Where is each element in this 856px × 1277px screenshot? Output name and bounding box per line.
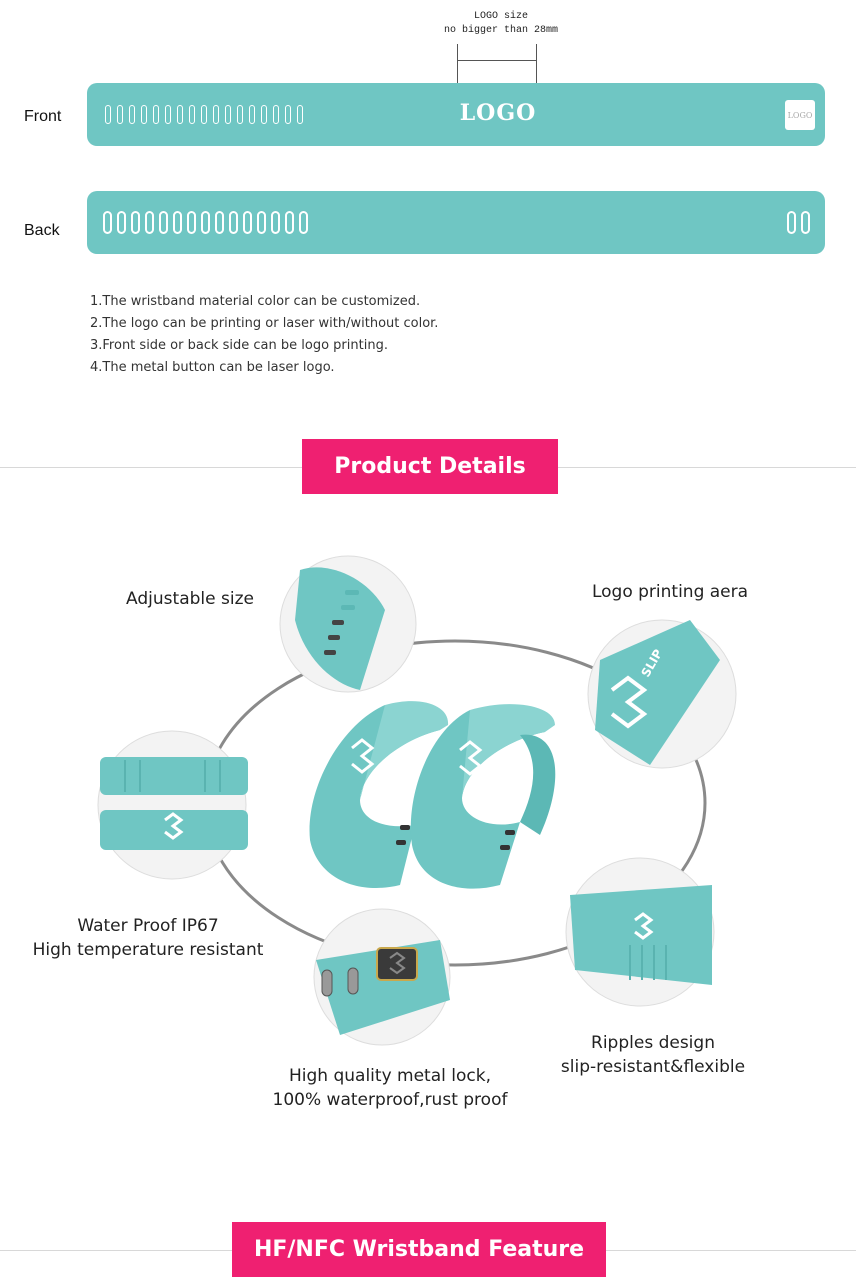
adjust-hole: [117, 105, 123, 124]
wristband-pair-icon: [310, 701, 556, 889]
band-slot: [159, 211, 168, 234]
adjust-hole: [177, 105, 183, 124]
front-label: Front: [24, 108, 62, 125]
adjust-hole: [213, 105, 219, 124]
logo-printing-bubble: [588, 620, 736, 768]
feature-metal-lock: [252, 1064, 528, 1112]
note-item: 4.The metal button can be laser logo.: [90, 360, 335, 375]
adjust-hole: [165, 105, 171, 124]
front-band-logo: LOGO: [459, 100, 537, 126]
band-slot: [103, 211, 112, 234]
hf-nfc-feature-heading: HF/NFC Wristband Feature: [232, 1222, 606, 1277]
logo-size-note-line2: no bigger than 28mm: [443, 25, 559, 36]
band-slot: [271, 211, 280, 234]
note-item: 3.Front side or back side can be logo printing.: [90, 338, 388, 353]
band-pin: [801, 211, 810, 234]
adjustable-size-bubble: [280, 556, 416, 692]
adjust-hole: [201, 105, 207, 124]
back-band: [87, 191, 825, 254]
feature-adjustable-size: Adjustable size: [126, 589, 254, 609]
logo-size-note: [440, 10, 562, 38]
band-slot: [145, 211, 154, 234]
note-item: 2.The logo can be printing or laser with/without color.: [90, 316, 439, 331]
note-item: 1.The wristband material color can be customized.: [90, 294, 421, 309]
band-slot: [117, 211, 126, 234]
adjust-hole: [237, 105, 243, 124]
back-label: Back: [24, 222, 60, 239]
adjust-hole: [141, 105, 147, 124]
front-band-adjust-holes: [105, 105, 303, 124]
adjust-hole: [249, 105, 255, 124]
feature-water-proof-line1: Water Proof IP67: [77, 916, 219, 936]
feature-ripples-design-line2: slip-resistant&flexible: [560, 1057, 746, 1077]
water-proof-bubble: [98, 731, 248, 879]
feature-ripples-design: [540, 1031, 766, 1079]
adjust-hole: [129, 105, 135, 124]
band-slot: [131, 211, 140, 234]
band-slot: [201, 211, 210, 234]
dimension-line-horizontal: [457, 60, 537, 61]
adjust-hole: [153, 105, 159, 124]
logo-size-note-line1: LOGO size: [473, 11, 528, 22]
band-slot: [257, 211, 266, 234]
metal-button-logo: LOGO: [785, 100, 815, 130]
back-band-slots: [103, 211, 308, 234]
band-slot: [243, 211, 252, 234]
band-pin: [787, 211, 796, 234]
feature-metal-lock-line2: 100% waterproof,rust proof: [272, 1090, 508, 1110]
front-band: [87, 83, 825, 146]
feature-ripples-design-line1: Ripples design: [591, 1033, 715, 1053]
product-details-heading: Product Details: [302, 439, 558, 494]
metal-lock-bubble: [314, 909, 450, 1045]
adjust-hole: [285, 105, 291, 124]
feature-metal-lock-line1: High quality metal lock,: [289, 1066, 491, 1086]
dimension-line-right: [536, 44, 537, 84]
brand-mark-text: SLIP: [638, 646, 666, 680]
band-slot: [285, 211, 294, 234]
adjust-hole: [105, 105, 111, 124]
band-slot: [229, 211, 238, 234]
back-band-pins: [787, 211, 810, 234]
adjust-hole: [189, 105, 195, 124]
band-slot: [299, 211, 308, 234]
band-slot: [173, 211, 182, 234]
ripples-design-bubble: [566, 858, 714, 1006]
feature-water-proof: [10, 914, 286, 962]
feature-logo-printing-area: Logo printing aera: [591, 582, 749, 602]
adjust-hole: [225, 105, 231, 124]
dimension-line-left: [457, 44, 458, 84]
customization-notes: [90, 291, 438, 379]
band-slot: [187, 211, 196, 234]
feature-water-proof-line2: High temperature resistant: [32, 940, 264, 960]
adjust-hole: [261, 105, 267, 124]
band-slot: [215, 211, 224, 234]
adjust-hole: [297, 105, 303, 124]
adjust-hole: [273, 105, 279, 124]
